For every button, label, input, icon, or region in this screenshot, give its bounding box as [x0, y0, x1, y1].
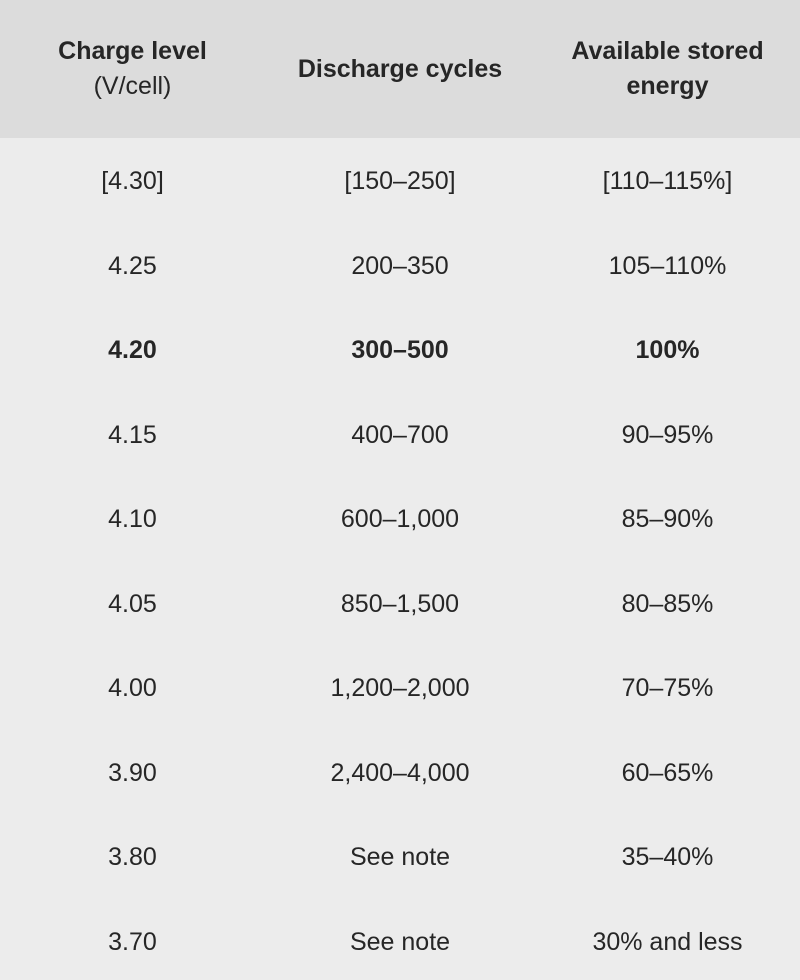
cell-available-energy: [110–115%] [602, 166, 733, 195]
table-row [0, 731, 800, 816]
table-header [0, 0, 800, 138]
cell-charge-level: 4.05 [108, 589, 157, 618]
cell-discharge-cycles: 600–1,000 [340, 505, 460, 534]
cell-discharge-cycles: See note [349, 843, 451, 872]
cell-available-energy: 105–110% [608, 251, 727, 280]
table-row [0, 816, 800, 901]
table-row [0, 393, 800, 478]
cell-charge-level: 4.00 [108, 674, 157, 703]
header-discharge-cycles [265, 52, 535, 87]
cell-charge-level: 4.15 [108, 420, 157, 449]
cell-available-energy: 60–65% [621, 758, 714, 787]
table-row [0, 138, 800, 224]
header-available-energy [535, 34, 800, 104]
cell-discharge-cycles: 400–700 [351, 420, 449, 449]
table-row [0, 478, 800, 563]
cell-discharge-cycles: 200–350 [351, 251, 449, 280]
table-body [0, 138, 800, 980]
cell-charge-level: [4.30] [101, 166, 164, 195]
cell-discharge-cycles: 850–1,500 [340, 589, 460, 618]
table-row [0, 647, 800, 732]
cell-charge-level: 3.90 [108, 758, 157, 787]
cell-available-energy: 70–75% [621, 674, 714, 703]
table-row [0, 562, 800, 647]
cell-charge-level: 3.70 [108, 927, 157, 956]
cell-available-energy: 30% and less [592, 927, 743, 956]
cell-available-energy: 90–95% [621, 420, 714, 449]
header-charge-level [0, 34, 265, 104]
cell-charge-level: 4.25 [108, 251, 157, 280]
cell-discharge-cycles: [150–250] [344, 166, 456, 195]
cell-available-energy: 100% [635, 336, 700, 365]
header-available-energy-line1: Available stored [571, 37, 764, 65]
table-row-highlighted [0, 309, 800, 394]
cell-available-energy: 85–90% [621, 505, 714, 534]
table-row [0, 900, 800, 980]
cell-discharge-cycles: See note [349, 927, 451, 956]
cell-charge-level: 4.10 [108, 505, 157, 534]
cell-charge-level: 4.20 [108, 336, 157, 365]
header-available-energy-line2: energy [626, 72, 709, 100]
cell-charge-level: 3.80 [108, 843, 157, 872]
cell-available-energy: 80–85% [621, 589, 714, 618]
table-row [0, 224, 800, 309]
cell-available-energy: 35–40% [621, 843, 714, 872]
header-charge-level-unit: (V/cell) [93, 72, 172, 100]
cell-discharge-cycles: 2,400–4,000 [330, 758, 470, 787]
header-discharge-cycles-title: Discharge cycles [297, 54, 503, 83]
cell-discharge-cycles: 300–500 [351, 336, 449, 365]
header-charge-level-title: Charge level [58, 37, 207, 65]
cell-discharge-cycles: 1,200–2,000 [330, 674, 470, 703]
